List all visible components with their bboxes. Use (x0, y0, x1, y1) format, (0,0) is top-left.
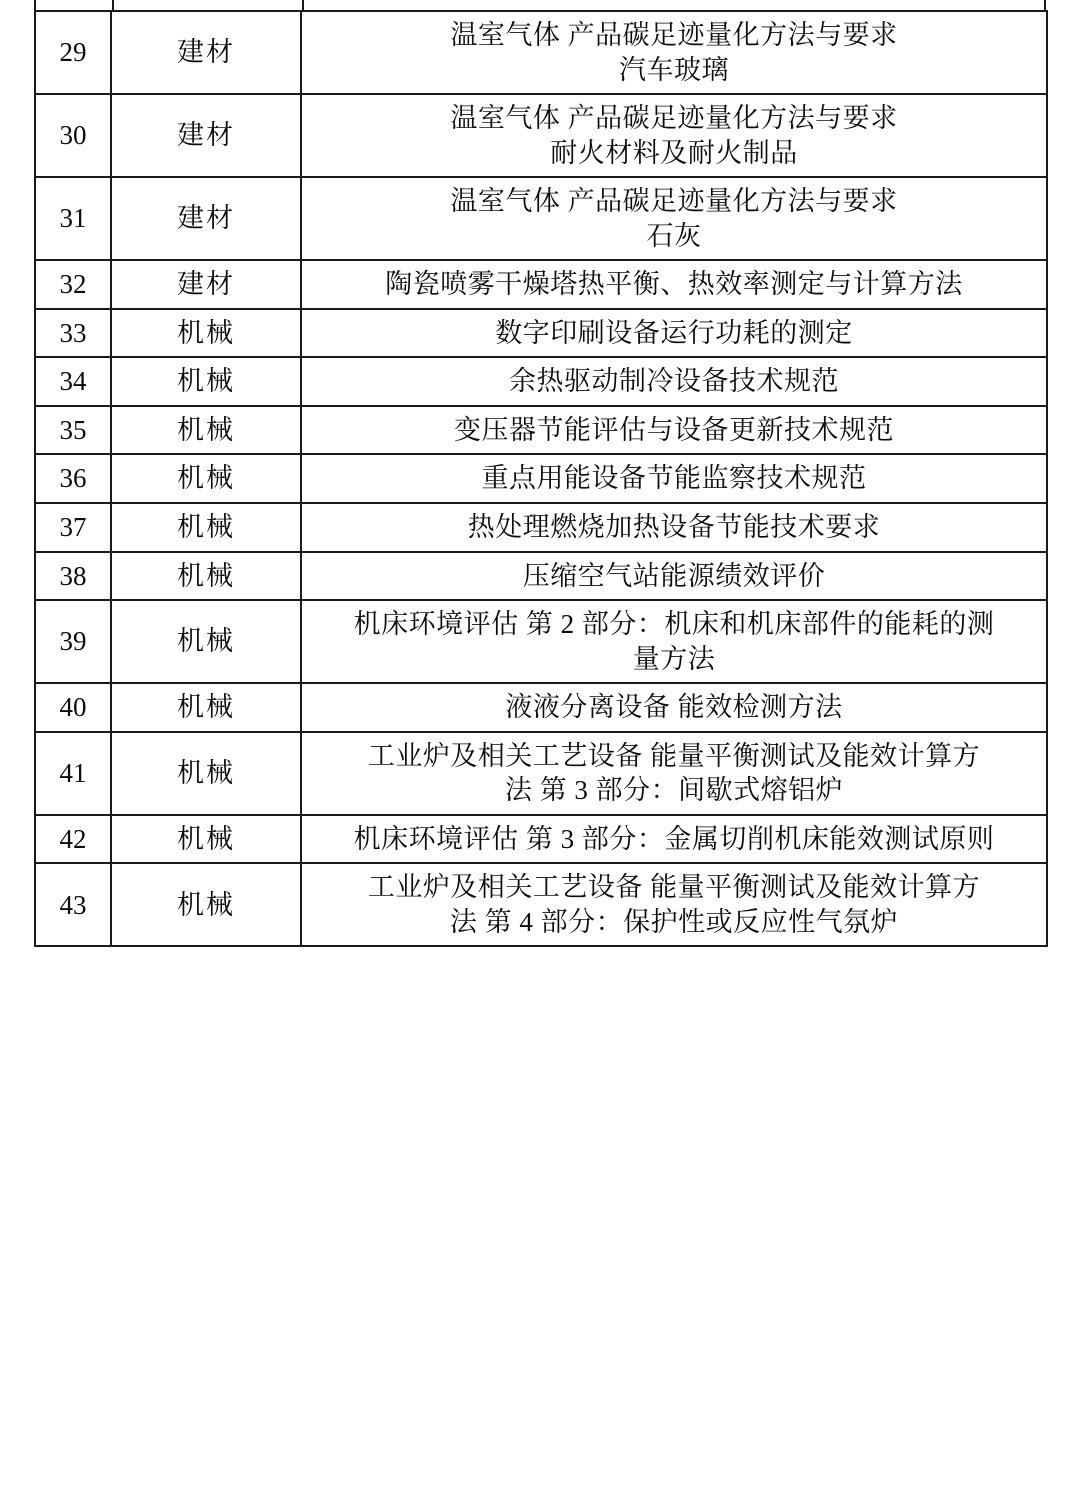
table-body (35, 11, 1047, 946)
row-title (301, 260, 1047, 309)
row-title (301, 454, 1047, 503)
row-category: 机械 (111, 552, 301, 601)
table-row (35, 815, 1047, 864)
row-category: 建材 (111, 260, 301, 309)
row-title-line: 法 第 3 部分：间歇式熔铝炉 (504, 775, 844, 806)
row-number: 40 (35, 683, 111, 732)
row-title-line: 压缩空气站能源绩效评价 (522, 560, 826, 591)
table-row (35, 732, 1047, 815)
row-number: 41 (35, 732, 111, 815)
row-title-line: 石灰 (646, 220, 702, 251)
table-row (35, 309, 1047, 358)
table-row (35, 863, 1047, 946)
row-category: 建材 (111, 11, 301, 94)
row-number: 33 (35, 309, 111, 358)
row-title-line: 工业炉及相关工艺设备 能量平衡测试及能效计算方 (367, 740, 981, 771)
column-divider-1 (112, 0, 114, 10)
table-row (35, 260, 1047, 309)
row-title-line: 温室气体 产品碳足迹量化方法与要求 (450, 103, 898, 134)
row-number: 42 (35, 815, 111, 864)
row-title (301, 309, 1047, 358)
row-category: 机械 (111, 600, 301, 683)
row-category: 机械 (111, 815, 301, 864)
row-title-line: 量方法 (632, 643, 716, 674)
row-title (301, 357, 1047, 406)
column-divider-2 (302, 0, 304, 10)
row-title (301, 503, 1047, 552)
row-number: 31 (35, 177, 111, 260)
row-number: 39 (35, 600, 111, 683)
row-category: 机械 (111, 863, 301, 946)
row-number: 29 (35, 11, 111, 94)
table-row (35, 552, 1047, 601)
row-category: 机械 (111, 503, 301, 552)
row-title (301, 863, 1047, 946)
row-category: 机械 (111, 732, 301, 815)
row-number: 36 (35, 454, 111, 503)
table-row (35, 177, 1047, 260)
table-row (35, 454, 1047, 503)
row-title (301, 406, 1047, 455)
row-title-line: 重点用能设备节能监察技术规范 (481, 463, 867, 494)
table-top-row-stub (34, 0, 1046, 10)
row-number: 38 (35, 552, 111, 601)
row-title (301, 11, 1047, 94)
row-title (301, 683, 1047, 732)
row-title (301, 600, 1047, 683)
row-number: 30 (35, 94, 111, 177)
row-category: 机械 (111, 683, 301, 732)
row-category: 建材 (111, 177, 301, 260)
row-title (301, 552, 1047, 601)
row-title-line: 工业炉及相关工艺设备 能量平衡测试及能效计算方 (367, 872, 981, 903)
row-number: 37 (35, 503, 111, 552)
row-category: 机械 (111, 454, 301, 503)
table-row (35, 503, 1047, 552)
row-title-line: 法 第 4 部分：保护性或反应性气氛炉 (449, 906, 899, 937)
standards-table (34, 10, 1048, 947)
row-number: 35 (35, 406, 111, 455)
row-category: 机械 (111, 406, 301, 455)
row-title-line: 液液分离设备 能效检测方法 (505, 692, 843, 723)
row-title-line: 耐火材料及耐火制品 (550, 137, 798, 168)
row-title-line: 热处理燃烧加热设备节能技术要求 (467, 512, 881, 543)
table-row (35, 94, 1047, 177)
table-row (35, 406, 1047, 455)
row-category: 建材 (111, 94, 301, 177)
row-number: 34 (35, 357, 111, 406)
row-title-line: 陶瓷喷雾干燥塔热平衡、热效率测定与计算方法 (385, 269, 963, 300)
row-title-line: 机床环境评估 第 3 部分：金属切削机床能效测试原则 (353, 823, 995, 854)
table-row (35, 683, 1047, 732)
row-title-line: 机床环境评估 第 2 部分：机床和机床部件的能耗的测 (353, 609, 995, 640)
row-category: 机械 (111, 309, 301, 358)
row-title (301, 815, 1047, 864)
table-row (35, 600, 1047, 683)
row-category: 机械 (111, 357, 301, 406)
table-row (35, 357, 1047, 406)
row-title (301, 732, 1047, 815)
row-title-line: 温室气体 产品碳足迹量化方法与要求 (450, 20, 898, 50)
row-number: 43 (35, 863, 111, 946)
row-number: 32 (35, 260, 111, 309)
row-title-line: 变压器节能评估与设备更新技术规范 (454, 414, 894, 445)
row-title-line: 数字印刷设备运行功耗的测定 (495, 317, 853, 348)
row-title-line: 余热驱动制冷设备技术规范 (509, 366, 839, 397)
row-title (301, 94, 1047, 177)
row-title-line: 汽车玻璃 (619, 54, 729, 85)
row-title (301, 177, 1047, 260)
table-row (35, 11, 1047, 94)
row-title-line: 温室气体 产品碳足迹量化方法与要求 (450, 186, 898, 217)
